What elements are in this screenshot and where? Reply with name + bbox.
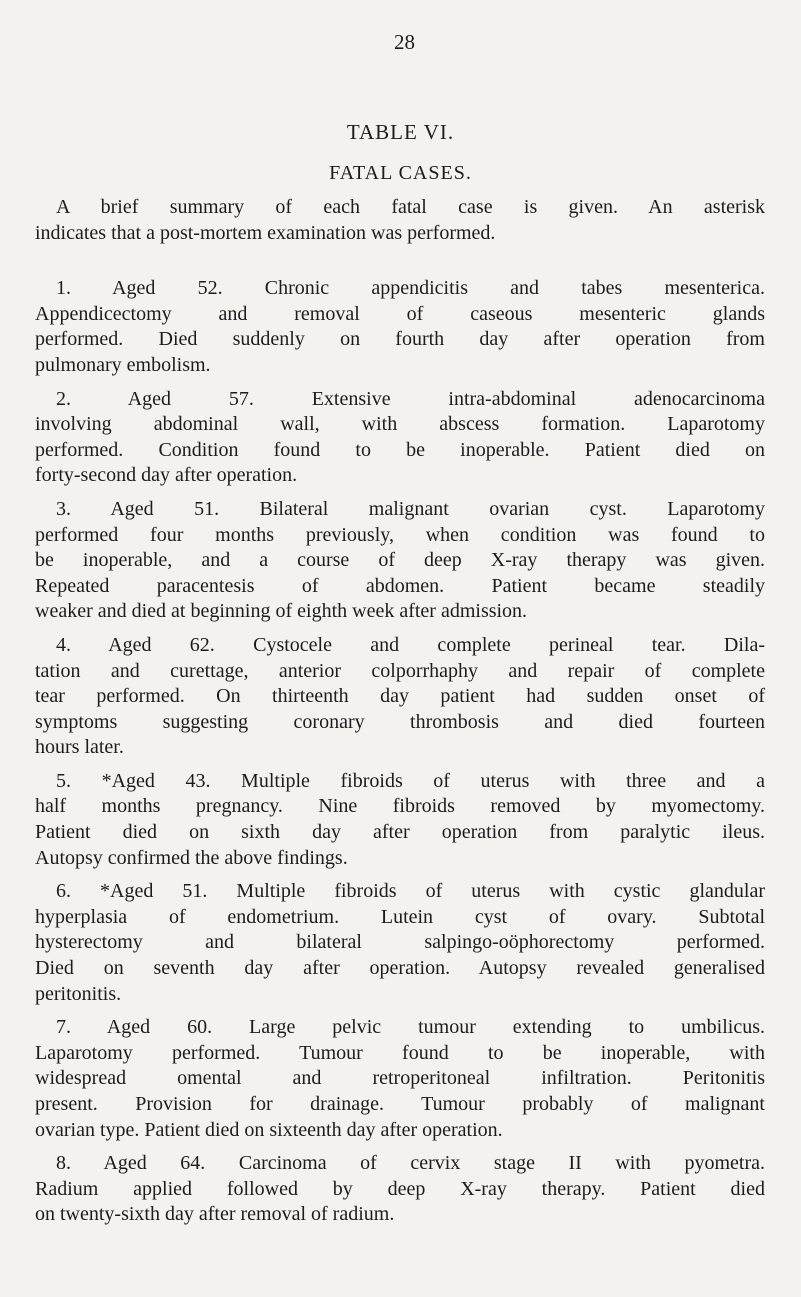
text-line: tear performed. On thirteenth day patient had sudden onset of [35,685,765,708]
text-line: on twenty-sixth day after removal of radium. [35,1203,395,1226]
text-line: A brief summary of each fatal case is given. An asterisk [56,196,765,218]
text-line: Autopsy confirmed the above findings. [35,846,348,869]
text-line: indicates that a post-mortem examination was performed. [35,221,496,244]
text-line: involving abdominal wall, with abscess formation. Laparotomy [35,413,765,436]
text-line: 5. *Aged 43. Multiple fibroids of uterus with three and a [56,769,765,792]
text-line: hyperplasia of endometrium. Lutein cyst of ovary. Subtotal [35,905,765,928]
text-line: Laparotomy performed. Tumour found to be inoperable, with [35,1041,765,1064]
text-line: ovarian type. Patient died on sixteenth day after operation. [35,1118,503,1141]
text-line: 7. Aged 60. Large pelvic tumour extending to umbilicus. [56,1016,765,1039]
text-line: Appendicectomy and removal of caseous mesenteric glands [35,302,765,325]
table-title: TABLE VI. [346,120,455,144]
text-line: half months pregnancy. Nine fibroids removed by myomectomy. [35,795,765,818]
section-subtitle: FATAL CASES. [329,162,472,184]
case-paragraph [35,387,765,489]
page-number: 28 [394,30,415,54]
text-line: be inoperable, and a course of deep X-ray therapy was given. [35,549,765,572]
text-line: Repeated paracentesis of abdomen. Patient became steadily [35,574,765,597]
text-line: 1. Aged 52. Chronic appendicitis and tabes mesenterica. [56,277,765,300]
text-line: 3. Aged 51. Bilateral malignant ovarian cyst. Laparotomy [56,497,765,520]
text-line: hysterectomy and bilateral salpingo-oöphorectomy performed. [35,931,765,954]
case-paragraph [35,276,765,378]
case-paragraph [35,497,765,625]
text-line: tation and curettage, anterior colporrhaphy and repair of complete [35,659,765,682]
text-line: present. Provision for drainage. Tumour probably of malignant [35,1093,765,1115]
text-line: 8. Aged 64. Carcinoma of cervix stage II with pyometra. [56,1152,765,1175]
text-line: 6. *Aged 51. Multiple fibroids of uterus with cystic glandular [56,880,765,903]
case-paragraph [35,879,765,1007]
text-line: weaker and died at beginning of eighth week after admission. [35,600,528,623]
text-line: 2. Aged 57. Extensive intra-abdominal adenocarcinoma [56,387,765,410]
text-line: performed. Died suddenly on fourth day after operation from [35,328,765,351]
text-line: widespread omental and retroperitoneal infiltration. Peritonitis [35,1067,765,1090]
text-line: Radium applied followed by deep X-ray therapy. Patient died [35,1177,765,1200]
text-line: symptoms suggesting coronary thrombosis and died fourteen [35,710,765,733]
text-line: pulmonary embolism. [35,353,211,376]
case-paragraph [35,633,765,761]
text-line: performed. Condition found to be inoperable. Patient died on [35,438,765,461]
document-body [35,195,765,1236]
text-line: peritonitis. [35,982,122,1005]
case-paragraph [35,1151,765,1228]
text-line: performed four months previously, when condition was found to [35,523,765,546]
case-paragraph [35,769,765,871]
case-paragraph [35,1015,765,1143]
text-line: Died on seventh day after operation. Autopsy revealed generalised [35,957,765,980]
text-line: hours later. [35,736,124,759]
intro-paragraph [35,195,765,246]
text-line: Patient died on sixth day after operation from paralytic ileus. [35,821,765,844]
text-line: forty-second day after operation. [35,464,298,487]
text-line: 4. Aged 62. Cystocele and complete perineal tear. Dila- [56,633,765,656]
